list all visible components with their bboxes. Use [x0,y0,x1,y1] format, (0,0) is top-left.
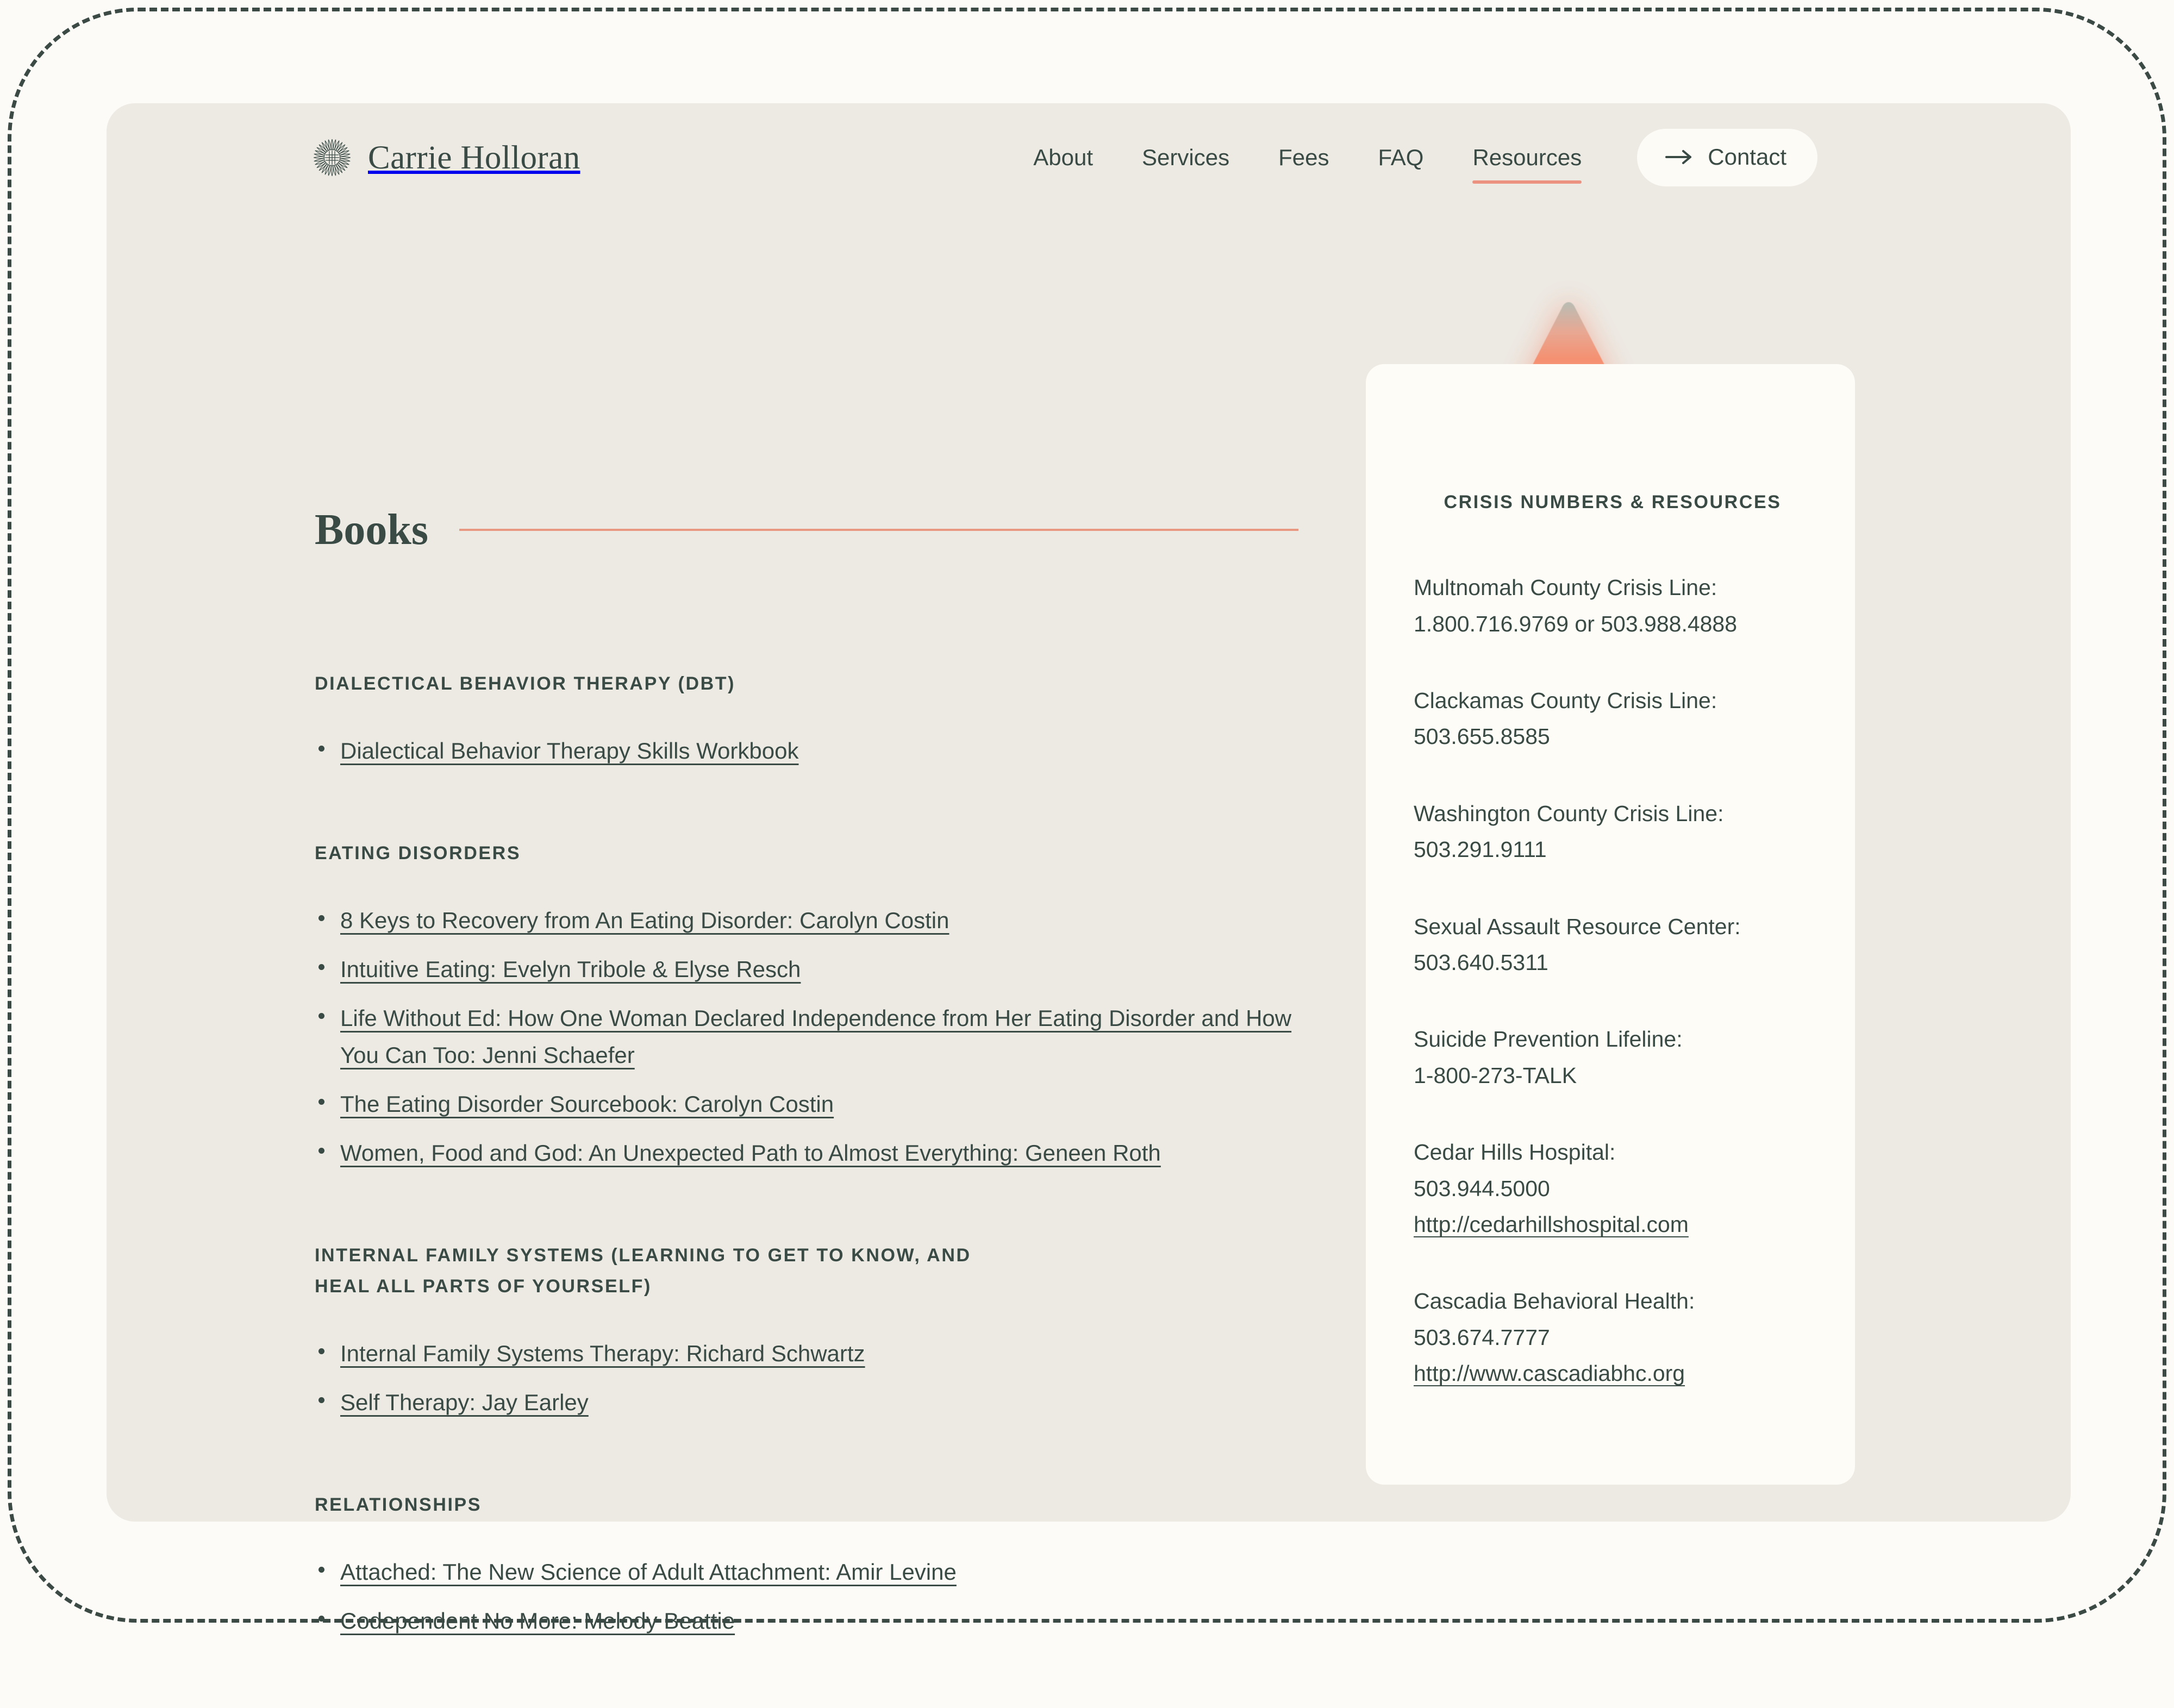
title-rule [459,529,1298,531]
primary-nav [1009,129,1817,186]
crisis-entry-value: 503.640.5311 [1414,950,1548,975]
books-title-row [315,508,1298,552]
book-group-dbt [315,668,1298,769]
nav-item-faq[interactable]: FAQ [1378,145,1424,170]
crisis-entry-label: Cascadia Behavioral Health: [1414,1288,1695,1314]
crisis-card-title: CRISIS NUMBERS & RESOURCES [1444,492,1782,512]
crisis-entry-label: Washington County Crisis Line: [1414,800,1724,826]
nav-item-resources[interactable]: Resources [1448,146,1606,169]
site-header [107,103,2071,212]
crisis-entry-value: 1-800-273-TALK [1414,1062,1577,1088]
brand-logo-link[interactable] [313,138,580,177]
book-link[interactable]: Attached: The New Science of Adult Attachment: Amir Levine [340,1559,957,1585]
book-group-heading: DIALECTICAL BEHAVIOR THERAPY (DBT) [315,673,736,694]
list-item [315,1554,1298,1591]
page-title: Books [315,506,428,554]
crisis-entry-value: 503.674.7777 [1414,1324,1550,1350]
crisis-entry-url[interactable]: http://www.cascadiabhc.org [1414,1361,1685,1386]
list-item [315,951,1298,988]
page-content [107,212,2071,1634]
crisis-entry [1414,1021,1811,1093]
book-group-relationships [315,1490,1298,1640]
list-item [315,733,1298,769]
crisis-entry-label: Sexual Assault Resource Center: [1414,914,1741,939]
contact-button[interactable] [1637,129,1817,186]
crisis-resources-card [1366,364,1855,1485]
book-link[interactable]: Self Therapy: Jay Earley [340,1389,589,1415]
nav-item-services[interactable]: Services [1142,145,1230,170]
crisis-entry [1414,683,1811,755]
book-list [315,1335,1298,1421]
list-item [315,902,1298,939]
sunflower-grid-logo-icon [313,138,352,177]
crisis-entry-value: 1.800.716.9769 or 503.988.4888 [1414,611,1738,636]
book-link[interactable]: 8 Keys to Recovery from An Eating Disorder: Carolyn Costin [340,908,949,934]
list-item [315,1135,1298,1172]
list-item [315,1086,1298,1123]
crisis-entry-value: 503.944.5000 [1414,1175,1550,1201]
crisis-entry [1414,909,1811,981]
crisis-entry-label: Clackamas County Crisis Line: [1414,688,1717,713]
books-section [315,508,1298,1708]
book-link[interactable]: Intuitive Eating: Evelyn Tribole & Elyse Resch [340,956,801,983]
book-list [315,1554,1298,1640]
list-item [315,1384,1298,1421]
book-list [315,902,1298,1172]
book-group-internal-family-systems [315,1240,1298,1421]
crisis-resources-aside [1366,364,1855,1485]
list-item [315,1335,1298,1372]
crisis-entry-label: Multnomah County Crisis Line: [1414,575,1717,600]
book-group-eating-disorders [315,838,1298,1172]
crisis-entry [1414,1134,1811,1242]
page-panel [107,103,2071,1634]
book-link[interactable]: Women, Food and God: An Unexpected Path to Almost Everything: Geneen Roth [340,1140,1161,1166]
crisis-entry-value: 503.291.9111 [1414,837,1547,862]
book-link[interactable]: Dialectical Behavior Therapy Skills Workbook [340,738,799,764]
nav-item-fees[interactable]: Fees [1278,145,1329,170]
book-group-heading: INTERNAL FAMILY SYSTEMS (LEARNING TO GET TO KNOW, AND HEAL ALL PARTS OF YOURSELF) [315,1245,971,1297]
crisis-entry-label: Cedar Hills Hospital: [1414,1140,1616,1165]
crisis-entry [1414,796,1811,868]
list-item [315,1603,1298,1640]
crisis-entry-label: Suicide Prevention Lifeline: [1414,1027,1683,1052]
book-link[interactable]: Internal Family Systems Therapy: Richard Schwartz [340,1340,865,1366]
crisis-entry [1414,1283,1811,1391]
list-item [315,1000,1298,1074]
book-link[interactable]: Codependent No More: Melody Beattie [340,1607,735,1634]
crisis-entry-value: 503.655.8585 [1414,724,1550,749]
book-group-heading: EATING DISORDERS [315,843,521,864]
arrow-right-icon [1665,149,1694,165]
book-link[interactable]: The Eating Disorder Sourcebook: Carolyn Costin [340,1091,834,1117]
contact-button-label: Contact [1708,144,1786,170]
crisis-entry [1414,570,1811,642]
brand-name: Carrie Holloran [368,139,580,176]
nav-item-about[interactable]: About [1033,145,1094,170]
crisis-entry-url[interactable]: http://cedarhillshospital.com [1414,1212,1689,1237]
book-list [315,733,1298,769]
book-link[interactable]: Life Without Ed: How One Woman Declared Independence from Her Eating Disorder and How You Can Too: Jenni Schaefer [340,1005,1292,1068]
book-group-heading: RELATIONSHIPS [315,1494,482,1515]
